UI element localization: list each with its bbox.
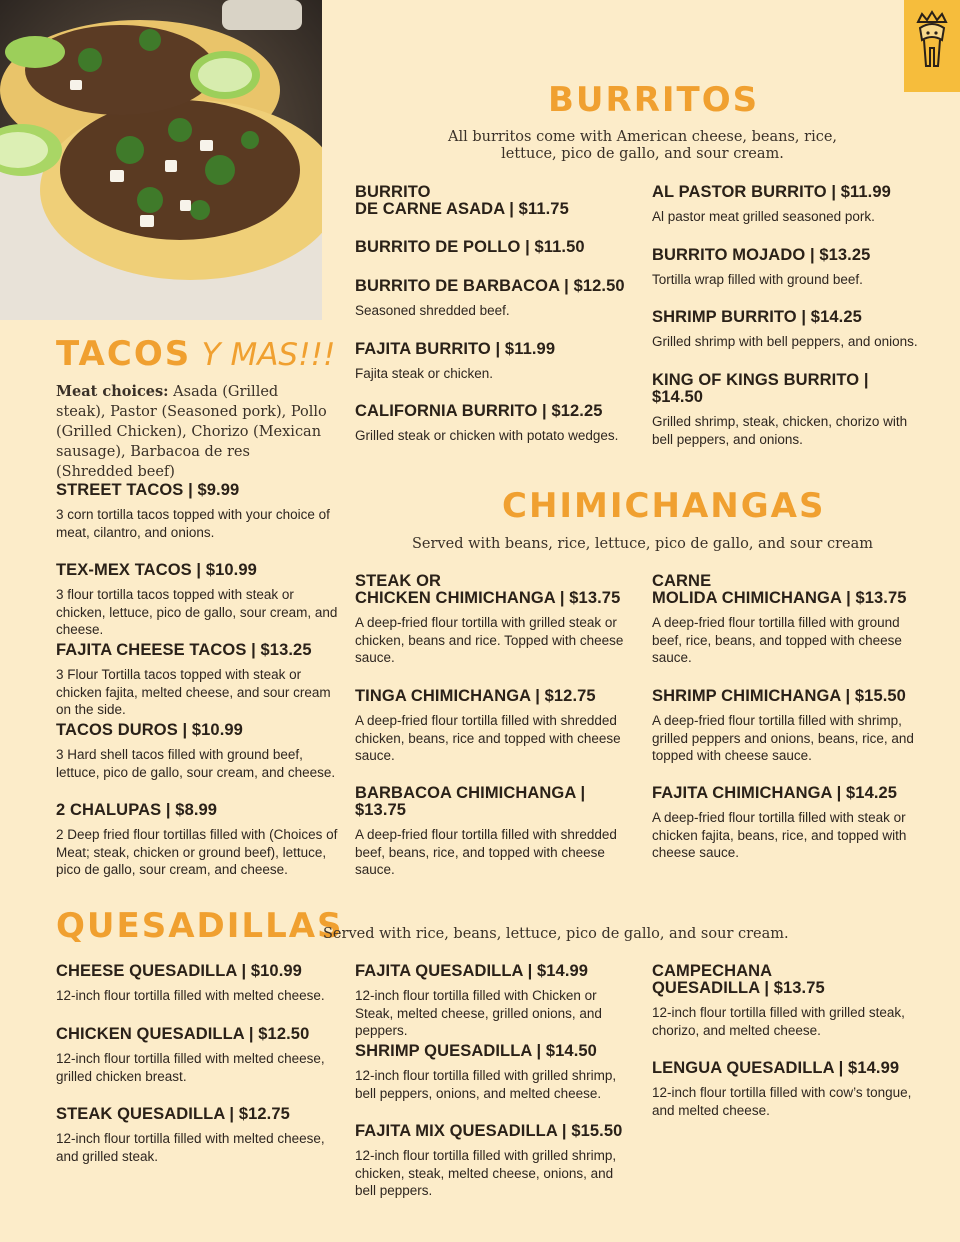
item-desc: 12-inch flour tortilla filled with grilled shrimp, chicken, steak, melted cheese, onions, and bell peppers.	[355, 1148, 617, 1198]
menu-item	[56, 722, 341, 781]
menu-item	[355, 184, 635, 218]
menu-item	[652, 573, 922, 667]
menu-item	[355, 239, 635, 256]
crowned-taco-mascot-icon	[904, 0, 960, 92]
item-desc: A deep-fried flour tortilla filled with shrimp, grilled peppers and onions, beans, rice, and topped with cheese sauce.	[652, 713, 914, 763]
item-name: CHICKEN QUESADILLA | $12.50	[56, 1025, 310, 1043]
menu-item	[355, 341, 635, 383]
item-name: CAMPECHANA QUESADILLA | $13.75	[652, 962, 825, 997]
item-desc: 3 Flour Tortilla tacos topped with steak or chicken fajita, melted cheese, and sour cream on the side.	[56, 667, 331, 717]
item-desc: 12-inch flour tortilla filled with melted cheese.	[56, 988, 325, 1003]
item-desc: Fajita steak or chicken.	[355, 366, 494, 381]
item-desc: A deep-fried flour tortilla with grilled steak or chicken, beans and rice. Topped with cheese sauce.	[355, 615, 624, 665]
item-name: BURRITO DE BARBACOA | $12.50	[355, 277, 625, 295]
item-desc: 12-inch flour tortilla filled with cow’s tongue, and melted cheese.	[652, 1085, 912, 1118]
item-desc: A deep-fried flour tortilla filled with shredded beef, beans, rice, and topped with cheese sauce.	[355, 827, 617, 877]
item-name: AL PASTOR BURRITO | $11.99	[652, 183, 891, 201]
item-name: 2 CHALUPAS | $8.99	[56, 801, 218, 819]
tacos-photo	[0, 0, 322, 320]
item-name: FAJITA QUESADILLA | $14.99	[355, 962, 589, 980]
menu-item	[652, 963, 922, 1039]
item-name: SHRIMP BURRITO | $14.25	[652, 308, 862, 326]
item-name: TACOS DUROS | $10.99	[56, 721, 243, 739]
item-name: BURRITO MOJADO | $13.25	[652, 246, 871, 264]
menu-item	[355, 573, 630, 667]
item-name: FAJITA MIX QUESADILLA | $15.50	[355, 1122, 623, 1140]
logo-badge	[904, 0, 960, 92]
item-name: BURRITO DE CARNE ASADA | $11.75	[355, 183, 569, 218]
item-desc: 3 flour tortilla tacos topped with steak or chicken, lettuce, pico de gallo, sour cream, and cheese.	[56, 587, 338, 637]
item-name: FAJITA BURRITO | $11.99	[355, 340, 556, 358]
menu-item	[56, 482, 338, 541]
item-desc: Seasoned shredded beef.	[355, 303, 510, 318]
item-name: FAJITA CHIMICHANGA | $14.25	[652, 784, 898, 802]
chimichangas-title: CHIMICHANGAS	[502, 486, 826, 526]
item-name: BARBACOA CHIMICHANGA | $13.75	[355, 784, 586, 819]
item-desc: 3 Hard shell tacos filled with ground beef, lettuce, pico de gallo, sour cream, and cheese.	[56, 747, 336, 780]
quesadillas-title: QUESADILLAS	[56, 906, 344, 946]
menu-item	[652, 309, 927, 351]
item-desc: 12-inch flour tortilla filled with grilled shrimp, bell peppers, onions, and melted cheese.	[355, 1068, 617, 1101]
menu-item	[355, 278, 635, 320]
item-desc: 12-inch flour tortilla filled with melted cheese, and grilled steak.	[56, 1131, 325, 1164]
meat-choices-label: Meat choices:	[56, 383, 169, 400]
item-desc: Tortilla wrap filled with ground beef.	[652, 272, 863, 287]
item-name: STEAK OR CHICKEN CHIMICHANGA | $13.75	[355, 572, 621, 607]
menu-item	[355, 688, 630, 765]
item-desc: A deep-fried flour tortilla filled with shredded chicken, beans, rice and topped with cheese sauce.	[355, 713, 621, 763]
item-name: BURRITO DE POLLO | $11.50	[355, 238, 585, 256]
menu-item	[56, 642, 341, 719]
item-desc: Grilled shrimp, steak, chicken, chorizo with bell peppers, and onions.	[652, 414, 908, 447]
meat-choices-text: Asada (Grilled steak), Pastor (Seasoned pork), Pollo (Grilled Chicken), Chorizo (Mexican sausage), Barbacoa de res (Shredded beef)	[56, 384, 327, 480]
item-name: CHEESE QUESADILLA | $10.99	[56, 962, 302, 980]
item-desc: 12-inch flour tortilla filled with Chicken or Steak, melted cheese, grilled onions, and peppers.	[355, 988, 602, 1038]
item-desc: A deep-fried flour tortilla filled with steak or chicken fajita, beans, rice, and topped with cheese sauce.	[652, 810, 907, 860]
menu-item	[652, 372, 922, 448]
item-name: TEX-MEX TACOS | $10.99	[56, 561, 257, 579]
tacos-title: TACOS Y MAS!!!	[56, 334, 336, 374]
item-name: SHRIMP QUESADILLA | $14.50	[355, 1042, 597, 1060]
item-desc: Al pastor meat grilled seasoned pork.	[652, 209, 875, 224]
menu-item	[355, 1123, 630, 1200]
menu-item	[355, 963, 635, 1040]
meat-choices	[56, 382, 331, 482]
menu-item	[56, 802, 341, 879]
menu-item	[652, 1060, 927, 1119]
item-desc: Grilled steak or chicken with potato wedges.	[355, 428, 619, 443]
chimichangas-subtitle: Served with beans, rice, lettuce, pico de gallo, and sour cream	[411, 536, 873, 552]
item-name: STEAK QUESADILLA | $12.75	[56, 1105, 290, 1123]
item-name: KING OF KINGS BURRITO | $14.50	[652, 371, 869, 406]
item-desc: A deep-fried flour tortilla filled with ground beef, rice, beans, and topped with cheese sauce.	[652, 615, 902, 665]
item-name: LENGUA QUESADILLA | $14.99	[652, 1059, 900, 1077]
item-name: CALIFORNIA BURRITO | $12.25	[355, 402, 603, 420]
menu-item	[56, 963, 341, 1005]
menu-item	[652, 785, 922, 862]
item-name: FAJITA CHEESE TACOS | $13.25	[56, 641, 312, 659]
burritos-subtitle: All burritos come with American cheese, beans, rice, lettuce, pico de gallo, and sour cream.	[447, 129, 838, 162]
menu-item	[56, 1106, 341, 1165]
item-desc: 12-inch flour tortilla filled with grilled steak, chorizo, and melted cheese.	[652, 1005, 905, 1038]
menu-item	[355, 403, 640, 445]
quesadillas-subtitle: Served with rice, beans, lettuce, pico de gallo, and sour cream.	[323, 926, 789, 942]
item-name: STREET TACOS | $9.99	[56, 481, 240, 499]
item-name: SHRIMP CHIMICHANGA | $15.50	[652, 687, 906, 705]
item-name: TINGA CHIMICHANGA | $12.75	[355, 687, 596, 705]
item-desc: Grilled shrimp with bell peppers, and onions.	[652, 334, 918, 349]
burritos-title: BURRITOS	[548, 80, 760, 120]
menu-item	[56, 562, 341, 639]
item-desc: 12-inch flour tortilla filled with melted cheese, grilled chicken breast.	[56, 1051, 325, 1084]
item-desc: 2 Deep fried flour tortillas filled with (Choices of Meat; steak, chicken or ground beef), lettuce, pico de gallo, sour cream, and cheese.	[56, 827, 338, 877]
item-desc: 3 corn tortilla tacos topped with your choice of meat, cilantro, and onions.	[56, 507, 330, 540]
menu-item	[652, 688, 922, 765]
menu-item	[56, 1026, 341, 1085]
item-name: CARNE MOLIDA CHIMICHANGA | $13.75	[652, 572, 907, 607]
menu-item	[652, 184, 922, 226]
menu-item	[355, 785, 635, 879]
menu-item	[652, 247, 922, 289]
menu-item	[355, 1043, 635, 1102]
